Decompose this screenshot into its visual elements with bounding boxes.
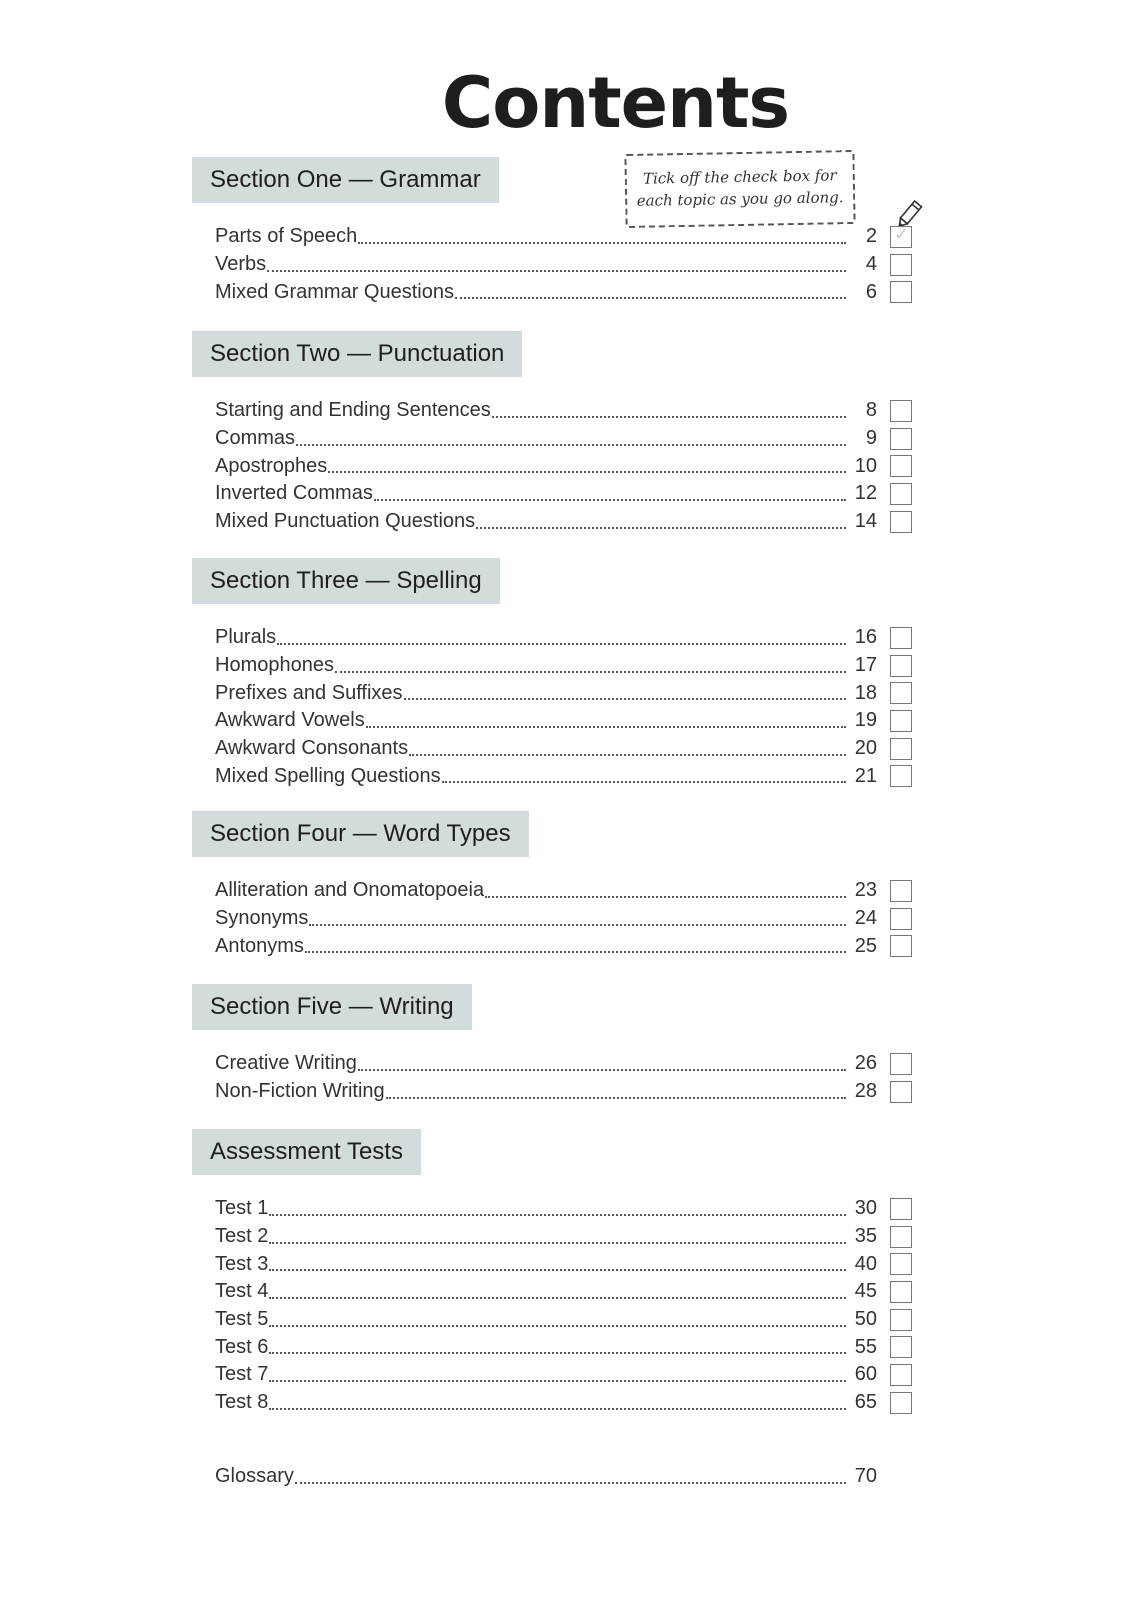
entry-label: Creative Writing [192, 1052, 357, 1075]
contents-entry[interactable] [192, 1333, 912, 1361]
entry-label: Commas [192, 427, 295, 450]
contents-entry[interactable] [192, 425, 912, 453]
dot-leader [409, 734, 846, 756]
entry-label: Test 7 [192, 1363, 268, 1386]
glossary-section [192, 1463, 912, 1491]
dot-leader [335, 651, 846, 673]
dot-leader [269, 1388, 846, 1410]
contents-entry[interactable] [192, 1389, 912, 1417]
contents-section [192, 811, 912, 960]
entry-checkbox[interactable] [890, 710, 912, 732]
entry-label: Homophones [192, 654, 334, 677]
entry-label: Apostrophes [192, 455, 327, 478]
entry-checkbox[interactable] [890, 935, 912, 957]
dot-leader [296, 424, 846, 446]
section-heading: Assessment Tests [192, 1129, 421, 1175]
contents-entry[interactable] [192, 679, 912, 707]
entry-checkbox[interactable] [890, 1336, 912, 1358]
entry-checkbox[interactable] [890, 1081, 912, 1103]
entry-label: Starting and Ending Sentences [192, 399, 491, 422]
entry-checkbox[interactable] [890, 281, 912, 303]
dot-leader [404, 678, 846, 700]
entry-label: Alliteration and Onomatopoeia [192, 879, 484, 902]
section-heading: Section Two — Punctuation [192, 331, 522, 377]
entry-page-number: 25 [847, 935, 877, 958]
entry-label: Mixed Grammar Questions [192, 281, 454, 304]
contents-entry[interactable] [192, 762, 912, 790]
contents-entry[interactable] [192, 1306, 912, 1334]
entry-checkbox[interactable] [890, 226, 912, 248]
glossary-page: 70 [847, 1465, 877, 1488]
entry-page-number: 14 [847, 510, 877, 533]
contents-entry[interactable] [192, 932, 912, 960]
entry-list [192, 223, 912, 306]
entry-page-number: 8 [847, 399, 877, 422]
entry-checkbox[interactable] [890, 1253, 912, 1275]
contents-entry[interactable] [192, 508, 912, 536]
entry-page-number: 16 [847, 626, 877, 649]
section-heading: Section Three — Spelling [192, 558, 500, 604]
entry-label: Parts of Speech [192, 225, 357, 248]
entry-label: Test 8 [192, 1391, 268, 1414]
entry-page-number: 45 [847, 1280, 877, 1303]
entry-page-number: 21 [847, 765, 877, 788]
entry-checkbox[interactable] [890, 655, 912, 677]
contents-entry[interactable] [192, 1223, 912, 1251]
contents-entry[interactable] [192, 905, 912, 933]
dot-leader [386, 1077, 846, 1099]
entry-page-number: 2 [847, 225, 877, 248]
entry-label: Inverted Commas [192, 482, 373, 505]
dot-leader [269, 1332, 846, 1354]
dot-leader [269, 1249, 846, 1271]
contents-entry[interactable] [192, 735, 912, 763]
glossary-entry[interactable] [192, 1463, 912, 1491]
entry-list [192, 877, 912, 960]
dot-leader [476, 507, 846, 529]
entry-checkbox[interactable] [890, 1198, 912, 1220]
entry-page-number: 40 [847, 1253, 877, 1276]
dot-leader [305, 931, 846, 953]
section-heading: Section Five — Writing [192, 984, 472, 1030]
contents-entry[interactable] [192, 1278, 912, 1306]
dot-leader [442, 761, 846, 783]
dot-leader [328, 451, 846, 473]
contents-entry[interactable] [192, 652, 912, 680]
contents-section [192, 984, 912, 1105]
entry-label: Test 5 [192, 1308, 268, 1331]
entry-label: Awkward Consonants [192, 737, 408, 760]
contents-section [192, 331, 912, 535]
section-heading: Section Four — Word Types [192, 811, 529, 857]
entry-label: Mixed Punctuation Questions [192, 510, 475, 533]
entry-label: Mixed Spelling Questions [192, 765, 441, 788]
entry-page-number: 50 [847, 1308, 877, 1331]
contents-entry[interactable] [192, 480, 912, 508]
contents-section [192, 157, 912, 306]
entry-label: Non-Fiction Writing [192, 1080, 385, 1103]
entry-label: Test 1 [192, 1197, 268, 1220]
contents-section [192, 1129, 912, 1417]
dot-leader [269, 1305, 846, 1327]
glossary-label: Glossary [192, 1465, 294, 1488]
dot-leader [295, 1462, 846, 1484]
contents-entry[interactable] [192, 223, 912, 251]
entry-label: Test 2 [192, 1225, 268, 1248]
dot-leader [366, 706, 846, 728]
entry-page-number: 10 [847, 455, 877, 478]
entry-page-number: 4 [847, 253, 877, 276]
dot-leader [358, 1049, 846, 1071]
entry-page-number: 35 [847, 1225, 877, 1248]
entry-page-number: 19 [847, 709, 877, 732]
dot-leader [492, 396, 846, 418]
entry-page-number: 17 [847, 654, 877, 677]
contents-entry[interactable] [192, 1050, 912, 1078]
entry-checkbox[interactable] [890, 1053, 912, 1075]
dot-leader [485, 876, 846, 898]
entry-page-number: 28 [847, 1080, 877, 1103]
dot-leader [374, 479, 846, 501]
entry-label: Antonyms [192, 935, 304, 958]
dot-leader [267, 250, 846, 272]
entry-page-number: 26 [847, 1052, 877, 1075]
contents-entry[interactable] [192, 1078, 912, 1106]
entry-list [192, 1195, 912, 1417]
dot-leader [269, 1194, 846, 1216]
entry-list [192, 1050, 912, 1105]
entry-page-number: 12 [847, 482, 877, 505]
entry-checkbox[interactable] [890, 455, 912, 477]
entry-label: Test 6 [192, 1336, 268, 1359]
entry-page-number: 20 [847, 737, 877, 760]
contents-entry[interactable] [192, 624, 912, 652]
entry-checkbox[interactable] [890, 1226, 912, 1248]
dot-leader [277, 623, 846, 645]
entry-list [192, 624, 912, 790]
section-heading: Section One — Grammar [192, 157, 499, 203]
entry-checkbox[interactable] [890, 400, 912, 422]
tip-line-1: Tick off the check box for [642, 166, 837, 188]
entry-label: Synonyms [192, 907, 308, 930]
entry-label: Prefixes and Suffixes [192, 682, 403, 705]
entry-checkbox[interactable] [890, 1281, 912, 1303]
entry-checkbox[interactable] [890, 428, 912, 450]
contents-entry[interactable] [192, 397, 912, 425]
entry-page-number: 30 [847, 1197, 877, 1220]
contents-entry[interactable] [192, 707, 912, 735]
dot-leader [269, 1360, 846, 1382]
entry-page-number: 24 [847, 907, 877, 930]
entry-page-number: 60 [847, 1363, 877, 1386]
entry-checkbox[interactable] [890, 1392, 912, 1414]
entry-checkbox[interactable] [890, 682, 912, 704]
entry-checkbox[interactable] [890, 1309, 912, 1331]
entry-label: Awkward Vowels [192, 709, 365, 732]
entry-page-number: 23 [847, 879, 877, 902]
entry-page-number: 65 [847, 1391, 877, 1414]
contents-entry[interactable] [192, 278, 912, 306]
dot-leader [269, 1277, 846, 1299]
contents-entry[interactable] [192, 1361, 912, 1389]
entry-checkbox[interactable] [890, 738, 912, 760]
dot-leader [269, 1222, 846, 1244]
contents-entry[interactable] [192, 1250, 912, 1278]
entry-page-number: 55 [847, 1336, 877, 1359]
entry-checkbox[interactable] [890, 627, 912, 649]
entry-checkbox[interactable] [890, 254, 912, 276]
entry-page-number: 18 [847, 682, 877, 705]
entry-checkbox[interactable] [890, 765, 912, 787]
entry-list [192, 397, 912, 535]
entry-checkbox[interactable] [890, 511, 912, 533]
entry-checkbox[interactable] [890, 483, 912, 505]
contents-entry[interactable] [192, 251, 912, 279]
page-title: Contents [441, 62, 790, 144]
entry-checkbox[interactable] [890, 1364, 912, 1386]
contents-section [192, 558, 912, 790]
tip-line-2: each topic as you go along. [636, 188, 844, 210]
entry-page-number: 9 [847, 427, 877, 450]
contents-entry[interactable] [192, 452, 912, 480]
contents-entry[interactable] [192, 1195, 912, 1223]
dot-leader [358, 222, 846, 244]
entry-checkbox[interactable] [890, 880, 912, 902]
entry-label: Plurals [192, 626, 276, 649]
entry-label: Verbs [192, 253, 266, 276]
dot-leader [309, 904, 846, 926]
contents-entry[interactable] [192, 877, 912, 905]
dot-leader [455, 277, 846, 299]
entry-page-number: 6 [847, 281, 877, 304]
entry-label: Test 4 [192, 1280, 268, 1303]
entry-label: Test 3 [192, 1253, 268, 1276]
entry-checkbox[interactable] [890, 908, 912, 930]
